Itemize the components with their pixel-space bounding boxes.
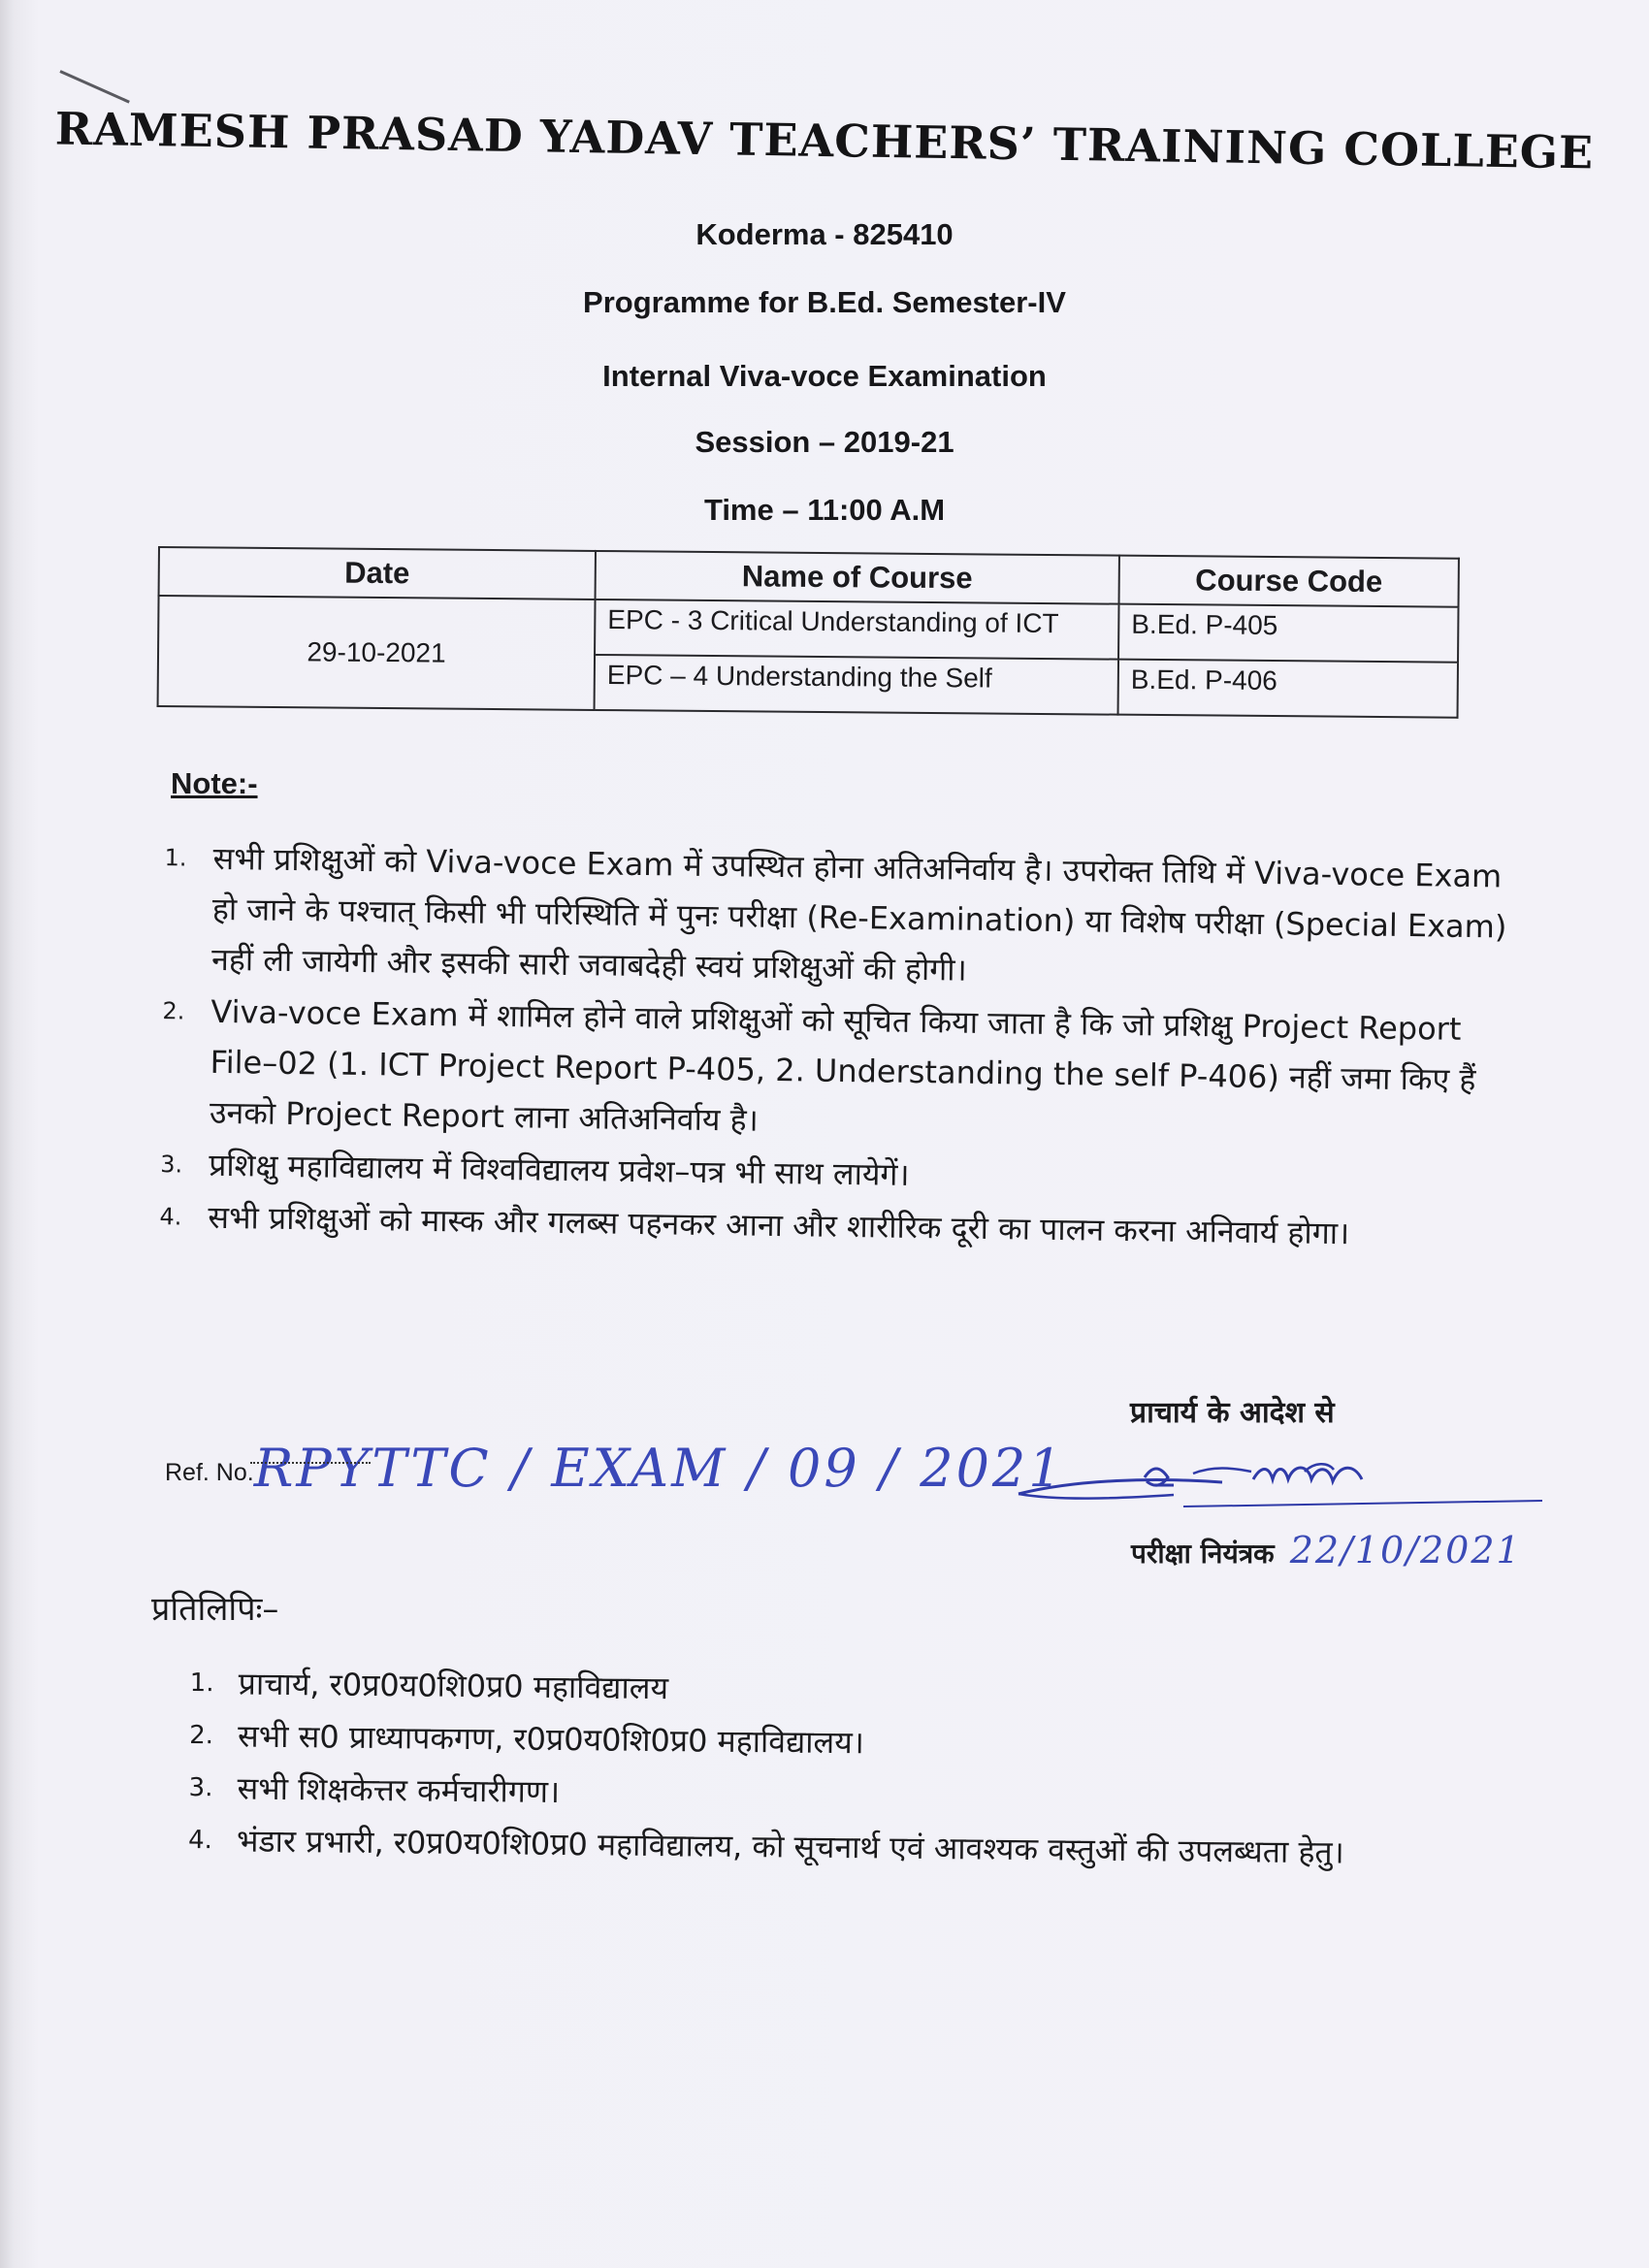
copies-heading: प्रतिलिपिः– (151, 1590, 279, 1629)
copy-item (188, 1764, 1507, 1826)
course-name-cell: EPC – 4 Understanding the Self (595, 655, 1118, 715)
column-header-course: Name of Course (596, 551, 1119, 604)
copy-number: 1. (189, 1668, 214, 1699)
note-text: सभी प्रशिक्षुओं को मास्क और गलब्स पहनकर आना और शारीरिक दूरी का पालन करना अनिवार्य होगा। (208, 1198, 1350, 1252)
controller-title: परीक्षा नियंत्रक (1131, 1538, 1275, 1570)
staple-mark (59, 70, 129, 103)
college-title: RAMESH PRASAD YADAV TEACHERS’ TRAINING COLLEGE (54, 102, 1595, 179)
exam-date-cell: 29-10-2021 (158, 596, 596, 710)
table-row (158, 596, 1458, 663)
note-text: प्रशिक्षु महाविद्यालय में विश्वविद्यालय प्रवेश–पत्र भी साथ लायेगें। (208, 1146, 910, 1193)
column-header-code: Course Code (1119, 556, 1459, 607)
exam-heading: Internal Viva-voce Examination (602, 359, 1047, 393)
course-code-cell: B.Ed. P-406 (1118, 660, 1458, 718)
exam-controller (1131, 1529, 1522, 1571)
schedule-table (157, 546, 1460, 719)
reference-handwritten: RPYTTC / EXAM / 09 / 2021 (253, 1438, 1065, 1499)
copy-item (189, 1711, 1508, 1773)
note-text: सभी प्रशिक्षुओं को Viva-voce Exam में उपस्थित होना अतिअनिर्वाय है। उपरोक्त तिथि में Viva-voce Exam हो जाने के पश्चात् किसी भी परिस्थिति में पुनः परीक्षा (Re-Examination) या विशेष परीक्षा (Special Exam) नहीं ली जायेगी और इसकी सारी जवाबदेही स्वयं प्रशिक्षुओं की होगी। (210, 839, 1507, 988)
programme-heading: Programme for B.Ed. Semester-IV (583, 285, 1066, 319)
note-number: 2. (162, 997, 185, 1025)
reference-number (165, 1432, 1065, 1499)
column-header-date: Date (159, 547, 596, 599)
copies-list (188, 1659, 1509, 1882)
copy-text: प्राचार्य, र0प्र0य0शि0प्र0 महाविद्यालय (238, 1665, 669, 1707)
note-text: Viva-voce Exam में शामिल होने वाले प्रशिक्षुओं को सूचित किया जाता है कि जो प्रशिक्षु Project Report File–02 (1. ICT Project Report P-405, 2. Understanding the self P-406) नहीं जमा किए हैं उनको Project Report लाना अतिअनिर्वाय है। (209, 992, 1476, 1139)
note-item (153, 832, 1513, 1003)
order-by-line: प्राचार्य के आदेश से (1130, 1396, 1335, 1430)
copy-number: 3. (188, 1772, 213, 1803)
time-heading: Time – 11:00 A.M (703, 493, 946, 527)
note-heading: Note:- (171, 766, 258, 800)
copy-text: भंडार प्रभारी, र0प्र0य0शि0प्र0 महाविद्यालय, को सूचनार्थ एवं आवश्यक वस्तुओं की उपलब्धता हेतु। (236, 1822, 1344, 1871)
reference-dotted-line (250, 1462, 371, 1464)
copy-number: 2. (189, 1720, 214, 1751)
copy-item (188, 1816, 1507, 1878)
note-list (149, 832, 1513, 1263)
note-number: 4. (159, 1203, 182, 1231)
note-item (151, 986, 1511, 1156)
note-number: 3. (160, 1150, 183, 1179)
course-code-cell: B.Ed. P-405 (1118, 604, 1458, 663)
college-location: Koderma - 825410 (695, 217, 954, 251)
copy-text: सभी शिक्षकेत्तर कर्मचारीगण। (237, 1769, 561, 1810)
course-name-cell: EPC - 3 Critical Understanding of ICT (595, 599, 1118, 660)
note-number: 1. (164, 844, 187, 872)
session-heading: Session – 2019-21 (695, 425, 954, 459)
copy-item (189, 1659, 1508, 1721)
copy-text: सभी स0 प्राध्यापकगण, र0प्र0य0शि0प्र0 महाविद्यालय। (237, 1717, 865, 1762)
reference-label: Ref. No. (165, 1459, 254, 1486)
signed-date: 22/10/2021 (1289, 1529, 1522, 1571)
copy-number: 4. (187, 1825, 213, 1856)
